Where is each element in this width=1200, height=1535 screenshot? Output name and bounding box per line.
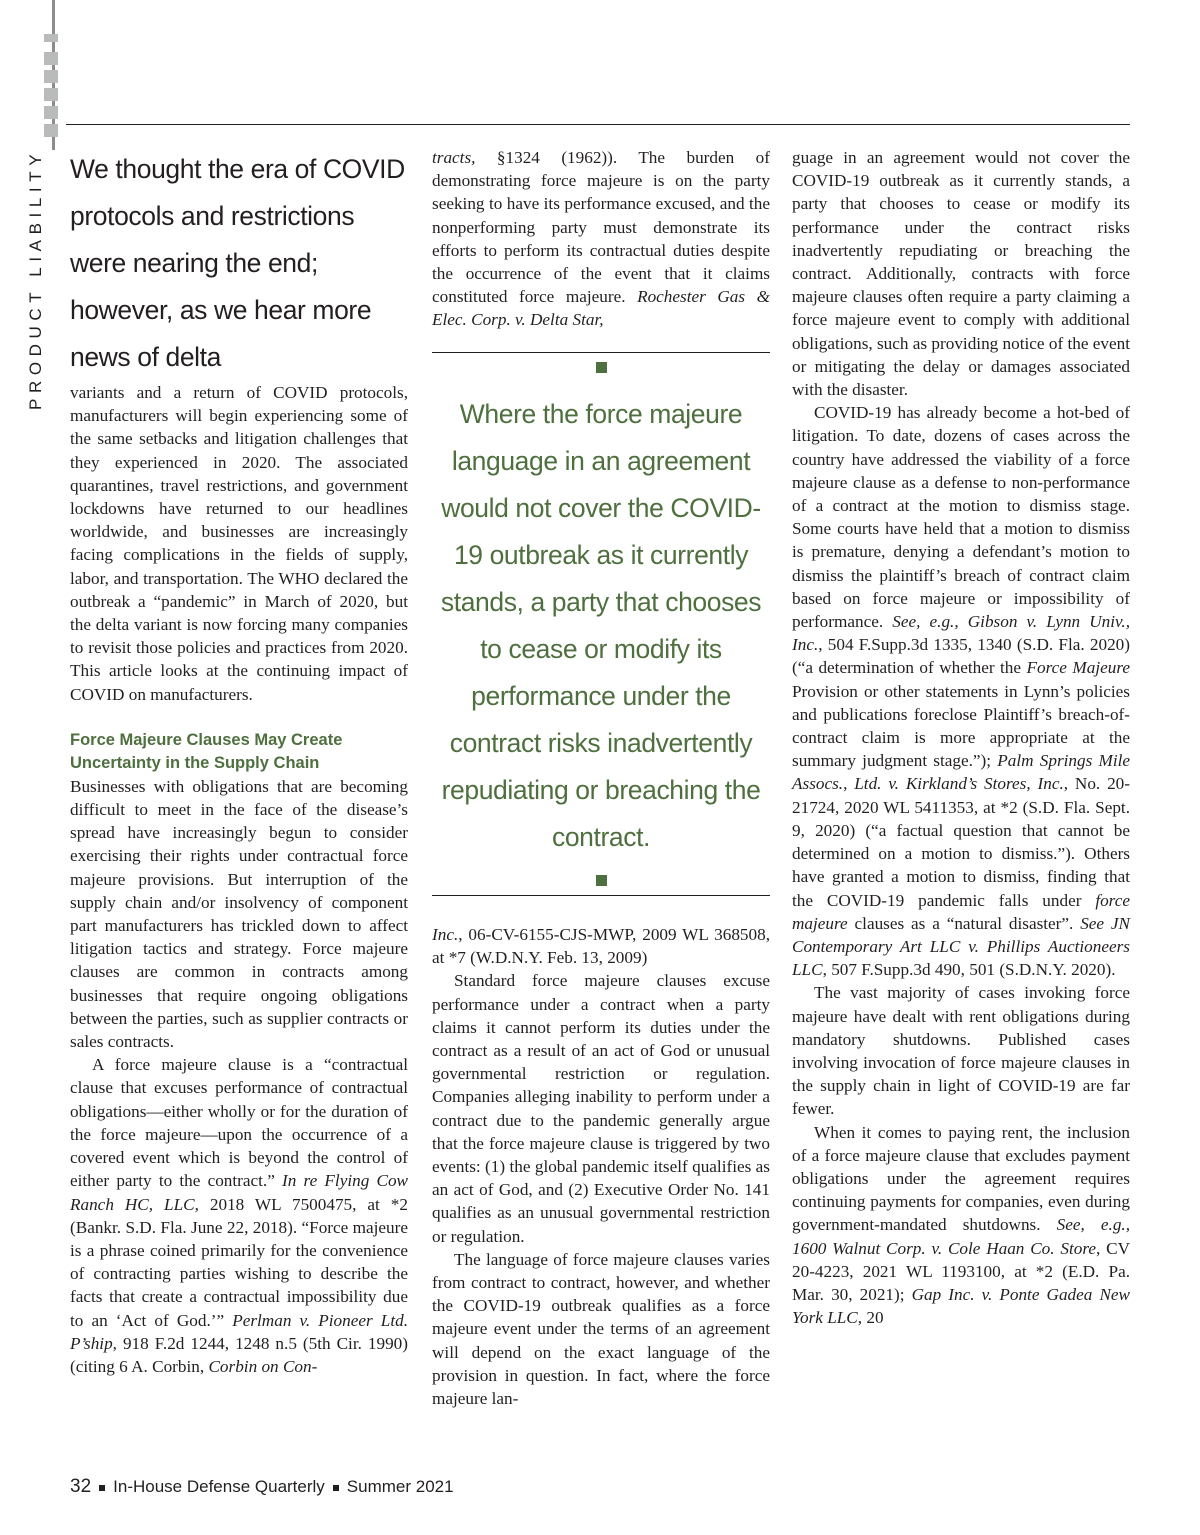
intro-paragraph: variants and a return of COVID protocols, manufacturers will begin experiencing some of the same setbacks and litigation challenges that they experienced in 2020. The associated quarantines, travel restrictions, and government lockdowns have returned to our headlines worldwide, and businesses are increasingly facing complications in the fields of supply, labor, and transportation. The WHO declared the outbreak a “pandemic” in March of 2020, but the delta variant is now forcing many companies to revisit those policies and practices from 2020. This article looks at the continuing impact of COVID on manufacturers.	[70, 383, 408, 704]
paragraph: COVID-19 has already become a hot-bed of litigation. To date, dozens of cases across the country have addressed the viability of a force majeure clause as a defense to non-performance of a contract at the motion to dismiss stage. Some courts have held that a motion to dismiss is premature, denying a defendant’s motion to dismiss the plaintiff’s breach of contract claim based on force majeure or impossibility of performance. See, e.g., Gibson v. Lynn Univ., Inc., 504 F.Supp.3d 1335, 1340 (S.D. Fla. 2020) (“a determination of whether the Force Majeure Provision or other statements in Lynn’s policies and publications foreclose Plaintiff’s breach-of-contract claim is more appropriate at the summary judgment stage.”); Palm Springs Mile Assocs., Ltd. v. Kirkland’s Stores, Inc., No. 20-21724, 2020 WL 5411353, at *2 (S.D. Fla. Sept. 9, 2020) (“a factual question that cannot be determined on a motion to dismiss.”). Others have granted a motion to dismiss, finding that the COVID-19 pandemic falls under force majeure clauses as a “natural disaster”. See JN Contemporary Art LLC v. Phillips Auctioneers LLC, 507 F.Supp.3d 490, 501 (S.D.N.Y. 2020).	[792, 403, 1131, 980]
page-number: 32	[70, 1476, 92, 1497]
square-bullet-icon	[596, 362, 607, 373]
column-3	[792, 146, 1130, 1329]
square-separator-icon	[333, 1485, 339, 1491]
square-separator-icon	[99, 1485, 105, 1491]
paragraph: Inc., 06-CV-6155-CJS-MWP, 2009 WL 368508, at *7 (W.D.N.Y. Feb. 13, 2009)	[432, 925, 770, 968]
paragraph: The language of force majeure clauses varies from contract to contract, however, and whether the COVID-19 outbreak qualifies as a force majeure event under the terms of an agreement will depend on the exact language of the provision in question. In fact, where the force majeure lan-	[432, 1249, 770, 1409]
pull-quote-text: Where the force majeure language in an agreement would not cover the COVID-19 outbreak as it currently stands, a party that chooses to cease or modify its performance under the contract risks inadvertently repudiating or breaching the contract.	[440, 399, 762, 852]
column-1	[70, 146, 408, 1378]
paragraph: The vast majority of cases invoking force majeure have dealt with rent obligations during mandatory shutdowns. Published cases involving invocation of force majeure clauses in the supply chain in light of COVID-19 are far fewer.	[792, 983, 1130, 1119]
lead-text: We thought the era of COVID protocols and restrictions were nearing the end; however, as we hear more news of delta	[70, 154, 405, 372]
column-2-top	[432, 146, 770, 332]
paragraph: Standard force majeure clauses excuse performance under a contract when a party claims it cannot perform its duties under the contract as a result of an act of God or unusual governmental restriction or regulation. Companies alleging inability to perform under a contract due to the pandemic generally argue that the force majeure clause is triggered by two events: (1) the global pandemic itself qualifies as an act of God, and (2) Executive Order No. 141 qualifies as an unusual governmental restriction or regulation.	[432, 971, 770, 1246]
pull-quote	[432, 352, 770, 896]
issue-date: Summer 2021	[346, 1477, 454, 1496]
paragraph: When it comes to paying rent, the inclusion of a force majeure clause that excludes payment obligations under the agreement requires continuing payments for companies, even during government-mandated shutdowns. See, e.g., 1600 Walnut Corp. v. Cole Haan Co. Store, CV 20-4223, 2021 WL 1193100, at *2 (E.D. Pa. Mar. 30, 2021); Gap Inc. v. Ponte Gadea New York LLC, 20	[792, 1122, 1131, 1328]
paragraph: Businesses with obligations that are becoming difficult to meet in the face of the disease’s spread have increasingly begun to consider exercising their rights under contractual force majeure provisions. But interruption of the supply chain and/or insolvency of component part manufacturers has trickled down to affect litigation tactics and strategy. Force majeure clauses are common in contracts among businesses that require ongoing obligations between the parties, such as supplier contracts or sales contracts.	[70, 776, 408, 1052]
side-bar-decoration	[44, 0, 58, 150]
paragraph: A force majeure clause is a “contractual clause that excuses performance of contractual obligations—either wholly or for the duration of the force majeure—upon the occurrence of a covered event which is beyond the control of either party to the contract.” In re Flying Cow Ranch HC, LLC, 2018 WL 7500475, at *2 (Bankr. S.D. Fla. June 22, 2018). “Force majeure is a phrase coined primarily for the convenience of contracting parties wishing to describe the facts that create a contractual impossibility due to an ‘Act of God.’” Perlman v. Pioneer Ltd. P’ship, 918 F.2d 1244, 1248 n.5 (5th Cir. 1990) (citing 6 A. Corbin, Corbin on Con-	[70, 1055, 408, 1376]
page-footer	[70, 1476, 454, 1498]
subheading: Force Majeure Clauses May Create Uncertainty in the Supply Chain	[70, 730, 343, 772]
top-rule	[66, 124, 1130, 125]
paragraph: guage in an agreement would not cover the COVID-19 outbreak as it currently stands, a party that chooses to cease or modify its performance under the contract risks inadvertently repudiating or breaching the contract. Additionally, contracts with force majeure clauses often require a party claiming a force majeure event to comply with additional obligations, such as providing notice of the event or mitigating the delay or damages associated with the disaster.	[792, 148, 1130, 400]
square-bullet-icon	[596, 875, 607, 886]
column-2-bottom	[432, 923, 770, 1410]
paragraph: tracts, §1324 (1962)). The burden of demonstrating force majeure is on the party seeking to have its performance excused, and the nonperforming party must demonstrate its efforts to perform its contractual duties despite the occurrence of the event that it claims constituted force majeure. Rochester Gas & Elec. Corp. v. Delta Star,	[432, 148, 770, 330]
pull-quote-rule	[432, 895, 770, 896]
section-label: PRODUCT LIABILITY	[26, 148, 45, 410]
pull-quote-rule	[432, 352, 770, 353]
publication-name: In-House Defense Quarterly	[113, 1477, 325, 1496]
